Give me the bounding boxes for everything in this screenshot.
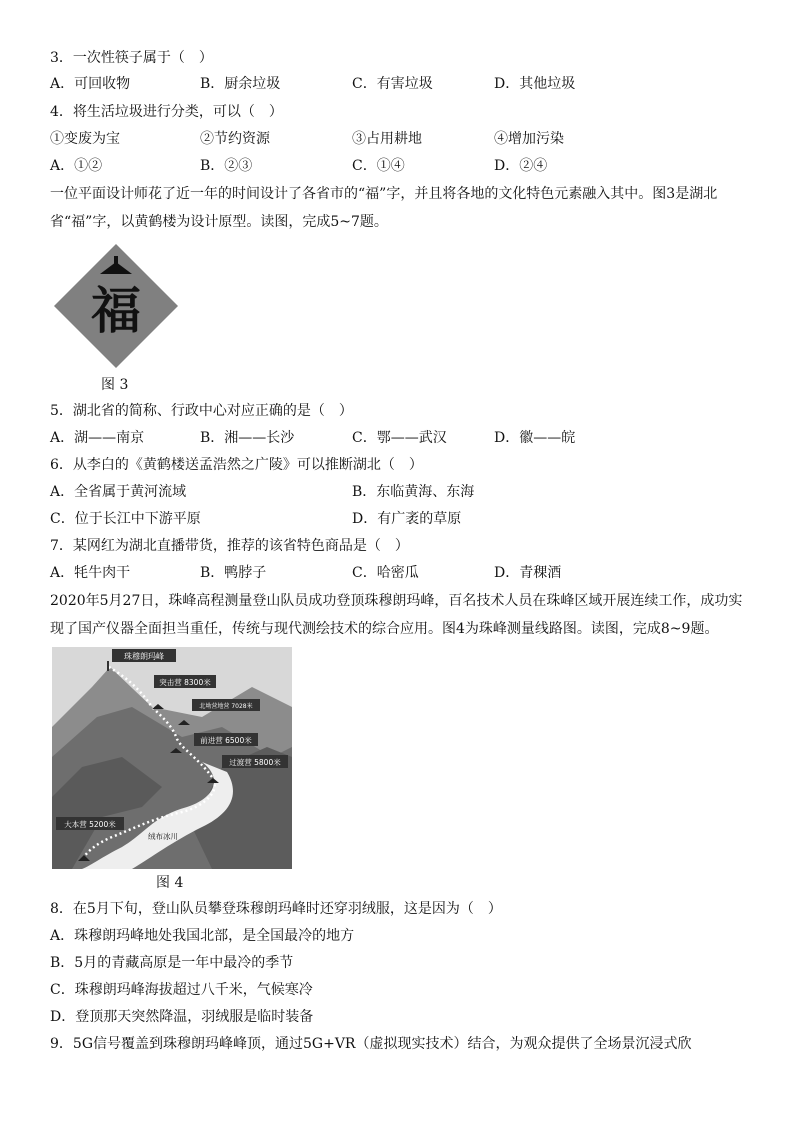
q4-stem: 4．将生活垃圾进行分类，可以（ ） — [50, 104, 283, 120]
pagoda-spire-icon — [114, 256, 118, 264]
camp-5200-label: 大本营 5200米 — [64, 820, 116, 829]
q3-option-d: D．其他垃圾 — [494, 76, 576, 92]
q8-option-d: D．登顶那天突然降温，羽绒服是临时装备 — [50, 1009, 314, 1025]
q4-option-b: B．②③ — [200, 158, 253, 174]
q4-item-4: ④增加污染 — [494, 131, 564, 147]
camp-6500-label: 前进营 6500米 — [200, 736, 252, 745]
figure-4-everest-route-map — [52, 647, 292, 869]
camp-5800-label: 过渡营 5800米 — [229, 758, 281, 767]
q7-option-a: A．牦牛肉干 — [50, 565, 131, 581]
q7-option-d: D．青稞酒 — [494, 565, 562, 581]
camp-7028-label: 北坳营地营 7028米 — [199, 703, 253, 710]
q4-option-d: D．②④ — [494, 158, 548, 174]
q4-option-c: C．①④ — [352, 158, 405, 174]
camp-8300-label: 突击营 8300米 — [159, 678, 211, 687]
figure-4-caption: 图 4 — [156, 875, 184, 891]
q5-option-b: B．湘——长沙 — [200, 430, 295, 446]
q3-option-b: B．厨余垃圾 — [200, 76, 281, 92]
q6-option-d: D．有广袤的草原 — [352, 511, 462, 527]
q3-stem: 3．一次性筷子属于（ ） — [50, 50, 213, 66]
q6-option-a: A．全省属于黄河流域 — [50, 484, 187, 500]
q4-item-3: ③占用耕地 — [352, 131, 422, 147]
q3-option-c: C．有害垃圾 — [352, 76, 433, 92]
q4-item-1: ①变废为宝 — [50, 131, 120, 147]
q9-stem: 9．5G信号覆盖到珠穆朗玛峰峰顶，通过5G+VR（虚拟现实技术）结合，为观众提供了全场景沉浸式欣 — [50, 1036, 692, 1052]
q6-option-c: C．位于长江中下游平原 — [50, 511, 201, 527]
summit-flag-icon — [107, 661, 109, 671]
q6-stem: 6．从李白的《黄鹤楼送孟浩然之广陵》可以推断湖北（ ） — [50, 457, 423, 473]
q7-stem: 7．某网红为湖北直播带货，推荐的该省特色商品是（ ） — [50, 538, 409, 554]
figure-3-fu-character — [52, 242, 180, 370]
intro-questions-5-7: 一位平面设计师花了近一年的时间设计了各省市的“福”字，并且将各地的文化特色元素融入其中。图3是湖北省“福”字，以黄鹤楼为设计原型。读图，完成5~7题。 — [50, 186, 718, 230]
q5-stem: 5．湖北省的简称、行政中心对应正确的是（ ） — [50, 403, 353, 419]
q7-option-b: B．鸭脖子 — [200, 565, 267, 581]
q5-option-a: A．湖——南京 — [50, 430, 145, 446]
q3-option-a: A．可回收物 — [50, 76, 131, 92]
q8-option-c: C．珠穆朗玛峰海拔超过八千米，气候寒冷 — [50, 982, 313, 998]
q4-option-a: A．①② — [50, 158, 103, 174]
q4-item-2: ②节约资源 — [200, 131, 270, 147]
q8-option-a: A．珠穆朗玛峰地处我国北部，是全国最冷的地方 — [50, 928, 355, 944]
intro-questions-8-9: 2020年5月27日，珠峰高程测量登山队员成功登顶珠穆朗玛峰，百名技术人员在珠峰区域开展连续工作，成功实现了国产仪器全面担当重任，传统与现代测绘技术的综合应用。图4为珠峰测量线路图。读图，完成8~9题。 — [50, 593, 743, 637]
q6-option-b: B．东临黄海、东海 — [352, 484, 475, 500]
q5-option-c: C．鄂——武汉 — [352, 430, 447, 446]
q5-option-d: D．徽——皖 — [494, 430, 576, 446]
fu-glyph: 福 — [91, 282, 141, 340]
q7-option-c: C．哈密瓜 — [352, 565, 419, 581]
q8-stem: 8．在5月下旬，登山队员攀登珠穆朗玛峰时还穿羽绒服，这是因为（ ） — [50, 901, 502, 917]
summit-label: 珠穆朗玛峰 — [124, 652, 164, 661]
q8-option-b: B．5月的青藏高原是一年中最冷的季节 — [50, 955, 294, 971]
glacier-label: 绒布冰川 — [148, 832, 178, 841]
figure-3-caption: 图 3 — [101, 377, 129, 393]
